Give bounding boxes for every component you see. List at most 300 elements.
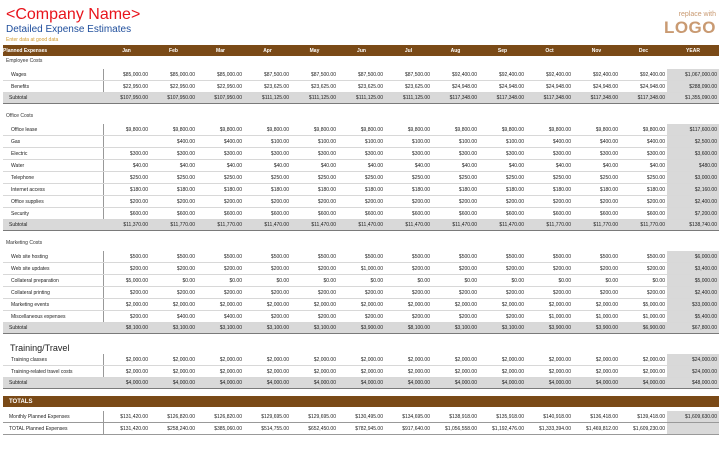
month-value-cell[interactable]: $2,000.00 <box>573 366 620 378</box>
subtotal-cell[interactable]: $4,000.00 <box>103 378 150 389</box>
month-value-cell[interactable]: $0.00 <box>338 275 385 287</box>
subtotal-cell[interactable]: $11,370.00 <box>103 220 150 231</box>
month-value-cell[interactable]: $9,800.00 <box>573 124 620 136</box>
month-value-cell[interactable]: $400.00 <box>526 136 573 148</box>
totals-value-cell[interactable]: $139,418.00 <box>620 411 667 423</box>
month-value-cell[interactable]: $180.00 <box>385 184 432 196</box>
month-value-cell[interactable]: $600.00 <box>620 208 667 220</box>
totals-value-cell[interactable]: $1,333,394.00 <box>526 423 573 435</box>
subtotal-cell[interactable]: $3,900.00 <box>338 323 385 334</box>
month-value-cell[interactable]: $500.00 <box>291 251 338 263</box>
month-value-cell[interactable]: $200.00 <box>244 287 291 299</box>
subtotal-cell[interactable]: $3,100.00 <box>291 323 338 334</box>
row-label[interactable]: Security <box>3 208 103 220</box>
month-value-cell[interactable]: $40.00 <box>573 160 620 172</box>
subtotal-cell[interactable]: $117,348.00 <box>479 93 526 104</box>
month-value-cell[interactable]: $200.00 <box>620 196 667 208</box>
month-value-cell[interactable]: $600.00 <box>385 208 432 220</box>
month-value-cell[interactable]: $2,000.00 <box>338 299 385 311</box>
month-value-cell[interactable]: $40.00 <box>291 160 338 172</box>
month-value-cell[interactable]: $2,000.00 <box>620 354 667 366</box>
year-total-cell[interactable]: $3,400.00 <box>667 263 719 275</box>
month-value-cell[interactable]: $600.00 <box>150 208 197 220</box>
subtotal-cell[interactable]: $4,000.00 <box>573 378 620 389</box>
month-value-cell[interactable]: $22,950.00 <box>150 81 197 93</box>
totals-value-cell[interactable]: $258,240.00 <box>150 423 197 435</box>
subtotal-cell[interactable]: $138,740.00 <box>667 220 719 231</box>
month-value-cell[interactable]: $400.00 <box>197 136 244 148</box>
month-value-cell[interactable]: $500.00 <box>620 251 667 263</box>
month-value-cell[interactable]: $92,400.00 <box>432 69 479 81</box>
month-value-cell[interactable]: $2,000.00 <box>197 354 244 366</box>
month-value-cell[interactable]: $600.00 <box>432 208 479 220</box>
month-value-cell[interactable]: $1,000.00 <box>573 311 620 323</box>
row-label[interactable]: Miscellaneous expenses <box>3 311 103 323</box>
month-value-cell[interactable]: $250.00 <box>197 172 244 184</box>
year-total-cell[interactable]: $480.00 <box>667 160 719 172</box>
month-value-cell[interactable]: $40.00 <box>620 160 667 172</box>
month-value-cell[interactable]: $250.00 <box>573 172 620 184</box>
month-value-cell[interactable]: $200.00 <box>197 263 244 275</box>
year-total-cell[interactable]: $1,067,000.00 <box>667 69 719 81</box>
month-value-cell[interactable]: $200.00 <box>150 263 197 275</box>
month-value-cell[interactable]: $2,000.00 <box>526 366 573 378</box>
month-value-cell[interactable]: $2,000.00 <box>479 299 526 311</box>
month-value-cell[interactable]: $500.00 <box>103 251 150 263</box>
month-value-cell[interactable]: $600.00 <box>291 208 338 220</box>
month-value-cell[interactable]: $180.00 <box>150 184 197 196</box>
month-value-cell[interactable]: $200.00 <box>573 287 620 299</box>
subtotal-cell[interactable]: $3,100.00 <box>479 323 526 334</box>
year-total-cell[interactable]: $3,600.00 <box>667 148 719 160</box>
month-value-cell[interactable]: $23,625.00 <box>385 81 432 93</box>
row-label[interactable]: Telephone <box>3 172 103 184</box>
subtotal-cell[interactable]: $4,000.00 <box>244 378 291 389</box>
totals-value-cell[interactable]: $135,918.00 <box>479 411 526 423</box>
row-label[interactable]: Electric <box>3 148 103 160</box>
month-value-cell[interactable]: $40.00 <box>432 160 479 172</box>
month-value-cell[interactable]: $2,000.00 <box>432 366 479 378</box>
month-value-cell[interactable]: $92,400.00 <box>479 69 526 81</box>
row-label[interactable]: Marketing events <box>3 299 103 311</box>
subtotal-cell[interactable]: $48,000.00 <box>667 378 719 389</box>
month-value-cell[interactable]: $2,000.00 <box>244 354 291 366</box>
year-total-cell[interactable]: $5,400.00 <box>667 311 719 323</box>
subtotal-cell[interactable]: $107,950.00 <box>197 93 244 104</box>
subtotal-cell[interactable]: $3,100.00 <box>432 323 479 334</box>
month-value-cell[interactable]: $2,000.00 <box>103 354 150 366</box>
totals-value-cell[interactable]: $134,695.00 <box>385 411 432 423</box>
totals-value-cell[interactable]: $385,060.00 <box>197 423 244 435</box>
month-value-cell[interactable]: $300.00 <box>291 148 338 160</box>
month-value-cell[interactable]: $24,948.00 <box>573 81 620 93</box>
row-label[interactable]: Internet access <box>3 184 103 196</box>
month-value-cell[interactable]: $23,625.00 <box>338 81 385 93</box>
month-value-cell[interactable]: $200.00 <box>432 311 479 323</box>
month-value-cell[interactable]: $0.00 <box>385 275 432 287</box>
row-label[interactable]: Web site hosting <box>3 251 103 263</box>
month-value-cell[interactable]: $200.00 <box>385 263 432 275</box>
logo-placeholder[interactable] <box>656 11 716 36</box>
subtotal-cell[interactable]: $4,000.00 <box>479 378 526 389</box>
row-label[interactable]: Gas <box>3 136 103 148</box>
month-value-cell[interactable]: $500.00 <box>432 251 479 263</box>
month-value-cell[interactable]: $600.00 <box>197 208 244 220</box>
month-value-cell[interactable]: $200.00 <box>479 196 526 208</box>
subtotal-cell[interactable]: $111,125.00 <box>291 93 338 104</box>
subtotal-cell[interactable]: $11,770.00 <box>620 220 667 231</box>
subtotal-cell[interactable]: $4,000.00 <box>197 378 244 389</box>
totals-value-cell[interactable]: $652,450.00 <box>291 423 338 435</box>
month-value-cell[interactable]: $40.00 <box>197 160 244 172</box>
year-total-cell[interactable]: $2,400.00 <box>667 287 719 299</box>
month-value-cell[interactable]: $87,500.00 <box>244 69 291 81</box>
month-value-cell[interactable]: $400.00 <box>150 311 197 323</box>
month-value-cell[interactable]: $9,800.00 <box>620 124 667 136</box>
month-value-cell[interactable]: $250.00 <box>620 172 667 184</box>
month-value-cell[interactable]: $100.00 <box>385 136 432 148</box>
totals-value-cell[interactable]: $136,418.00 <box>573 411 620 423</box>
subtotal-cell[interactable]: $11,470.00 <box>385 220 432 231</box>
year-total-cell[interactable]: $24,000.00 <box>667 366 719 378</box>
month-value-cell[interactable]: $1,000.00 <box>338 263 385 275</box>
month-value-cell[interactable]: $1,000.00 <box>526 311 573 323</box>
month-value-cell[interactable]: $600.00 <box>573 208 620 220</box>
month-value-cell[interactable]: $0.00 <box>197 275 244 287</box>
month-value-cell[interactable]: $300.00 <box>432 148 479 160</box>
subtotal-cell[interactable]: $117,348.00 <box>526 93 573 104</box>
month-value-cell[interactable]: $250.00 <box>432 172 479 184</box>
month-value-cell[interactable]: $180.00 <box>573 184 620 196</box>
month-value-cell[interactable]: $40.00 <box>385 160 432 172</box>
month-value-cell[interactable]: $40.00 <box>150 160 197 172</box>
month-value-cell[interactable]: $2,000.00 <box>385 354 432 366</box>
month-value-cell[interactable]: $22,950.00 <box>197 81 244 93</box>
subtotal-cell[interactable]: $11,770.00 <box>197 220 244 231</box>
month-value-cell[interactable]: $2,000.00 <box>385 366 432 378</box>
month-value-cell[interactable]: $92,400.00 <box>526 69 573 81</box>
row-label[interactable]: Training-related travel costs <box>3 366 103 378</box>
totals-value-cell[interactable]: $1,609,630.00 <box>667 411 719 423</box>
subtotal-cell[interactable]: $117,348.00 <box>620 93 667 104</box>
month-value-cell[interactable]: $400.00 <box>620 136 667 148</box>
month-value-cell[interactable]: $300.00 <box>620 148 667 160</box>
month-value-cell[interactable] <box>103 136 150 148</box>
month-value-cell[interactable]: $0.00 <box>432 275 479 287</box>
month-value-cell[interactable]: $23,625.00 <box>244 81 291 93</box>
subtotal-cell[interactable]: $1,355,090.00 <box>667 93 719 104</box>
month-value-cell[interactable]: $0.00 <box>479 275 526 287</box>
month-value-cell[interactable]: $200.00 <box>244 263 291 275</box>
totals-value-cell[interactable]: $514,755.00 <box>244 423 291 435</box>
month-value-cell[interactable]: $300.00 <box>526 148 573 160</box>
month-value-cell[interactable]: $300.00 <box>338 148 385 160</box>
totals-value-cell[interactable]: $917,640.00 <box>385 423 432 435</box>
month-value-cell[interactable]: $40.00 <box>526 160 573 172</box>
month-value-cell[interactable]: $2,000.00 <box>150 354 197 366</box>
month-value-cell[interactable]: $500.00 <box>385 251 432 263</box>
month-value-cell[interactable]: $9,800.00 <box>103 124 150 136</box>
month-value-cell[interactable]: $85,000.00 <box>150 69 197 81</box>
month-value-cell[interactable]: $100.00 <box>338 136 385 148</box>
subtotal-cell[interactable]: $6,900.00 <box>620 323 667 334</box>
month-value-cell[interactable]: $24,948.00 <box>479 81 526 93</box>
totals-value-cell[interactable]: $129,695.00 <box>244 411 291 423</box>
month-value-cell[interactable]: $2,000.00 <box>526 354 573 366</box>
totals-value-cell[interactable]: $138,918.00 <box>432 411 479 423</box>
totals-value-cell[interactable]: $131,420.00 <box>103 411 150 423</box>
month-value-cell[interactable]: $9,800.00 <box>526 124 573 136</box>
month-value-cell[interactable]: $600.00 <box>338 208 385 220</box>
month-value-cell[interactable]: $100.00 <box>432 136 479 148</box>
month-value-cell[interactable]: $250.00 <box>338 172 385 184</box>
subtotal-cell[interactable]: $8,100.00 <box>385 323 432 334</box>
year-total-cell[interactable]: $288,090.00 <box>667 81 719 93</box>
subtotal-cell[interactable]: $11,770.00 <box>573 220 620 231</box>
month-value-cell[interactable]: $200.00 <box>338 287 385 299</box>
subtotal-cell[interactable]: $117,348.00 <box>573 93 620 104</box>
company-name[interactable]: <Company Name> <box>6 6 141 23</box>
month-value-cell[interactable]: $180.00 <box>479 184 526 196</box>
subtotal-cell[interactable]: $11,470.00 <box>338 220 385 231</box>
month-value-cell[interactable]: $200.00 <box>573 263 620 275</box>
month-value-cell[interactable]: $24,948.00 <box>432 81 479 93</box>
totals-value-cell[interactable]: $1,056,558.00 <box>432 423 479 435</box>
month-value-cell[interactable]: $9,800.00 <box>291 124 338 136</box>
month-value-cell[interactable]: $9,800.00 <box>432 124 479 136</box>
month-value-cell[interactable]: $24,948.00 <box>620 81 667 93</box>
month-value-cell[interactable]: $92,400.00 <box>573 69 620 81</box>
month-value-cell[interactable]: $180.00 <box>291 184 338 196</box>
month-value-cell[interactable]: $2,000.00 <box>291 366 338 378</box>
totals-value-cell[interactable]: $126,820.00 <box>197 411 244 423</box>
month-value-cell[interactable]: $180.00 <box>244 184 291 196</box>
totals-value-cell[interactable]: $131,420.00 <box>103 423 150 435</box>
month-value-cell[interactable]: $2,000.00 <box>479 366 526 378</box>
month-value-cell[interactable]: $0.00 <box>573 275 620 287</box>
month-value-cell[interactable]: $500.00 <box>479 251 526 263</box>
month-value-cell[interactable]: $300.00 <box>573 148 620 160</box>
row-label[interactable]: Office lease <box>3 124 103 136</box>
subtotal-cell[interactable]: $4,000.00 <box>338 378 385 389</box>
month-value-cell[interactable]: $2,000.00 <box>479 354 526 366</box>
month-value-cell[interactable]: $250.00 <box>244 172 291 184</box>
month-value-cell[interactable]: $300.00 <box>244 148 291 160</box>
month-value-cell[interactable]: $87,500.00 <box>291 69 338 81</box>
month-value-cell[interactable]: $2,000.00 <box>573 354 620 366</box>
subtotal-cell[interactable]: $11,470.00 <box>479 220 526 231</box>
month-value-cell[interactable]: $200.00 <box>291 311 338 323</box>
subtotal-cell[interactable]: $117,348.00 <box>432 93 479 104</box>
month-value-cell[interactable]: $9,800.00 <box>338 124 385 136</box>
totals-value-cell[interactable]: $782,945.00 <box>338 423 385 435</box>
month-value-cell[interactable]: $200.00 <box>150 287 197 299</box>
month-value-cell[interactable]: $600.00 <box>244 208 291 220</box>
month-value-cell[interactable]: $23,625.00 <box>291 81 338 93</box>
month-value-cell[interactable]: $2,000.00 <box>338 366 385 378</box>
month-value-cell[interactable]: $0.00 <box>526 275 573 287</box>
month-value-cell[interactable]: $24,948.00 <box>526 81 573 93</box>
month-value-cell[interactable]: $200.00 <box>291 287 338 299</box>
month-value-cell[interactable]: $2,000.00 <box>338 354 385 366</box>
month-value-cell[interactable]: $200.00 <box>479 263 526 275</box>
month-value-cell[interactable]: $200.00 <box>291 263 338 275</box>
month-value-cell[interactable]: $200.00 <box>197 196 244 208</box>
year-total-cell[interactable]: $5,000.00 <box>667 275 719 287</box>
month-value-cell[interactable]: $300.00 <box>479 148 526 160</box>
year-total-cell[interactable]: $117,600.00 <box>667 124 719 136</box>
month-value-cell[interactable]: $87,500.00 <box>385 69 432 81</box>
month-value-cell[interactable]: $600.00 <box>479 208 526 220</box>
month-value-cell[interactable]: $2,000.00 <box>291 354 338 366</box>
month-value-cell[interactable]: $0.00 <box>620 275 667 287</box>
month-value-cell[interactable]: $200.00 <box>432 196 479 208</box>
month-value-cell[interactable]: $300.00 <box>197 148 244 160</box>
month-value-cell[interactable]: $200.00 <box>432 263 479 275</box>
month-value-cell[interactable]: $200.00 <box>150 196 197 208</box>
month-value-cell[interactable]: $180.00 <box>103 184 150 196</box>
subtotal-cell[interactable]: $4,000.00 <box>526 378 573 389</box>
month-value-cell[interactable]: $180.00 <box>432 184 479 196</box>
year-total-cell[interactable]: $7,200.00 <box>667 208 719 220</box>
month-value-cell[interactable]: $9,800.00 <box>150 124 197 136</box>
month-value-cell[interactable]: $400.00 <box>150 136 197 148</box>
year-total-cell[interactable]: $2,500.00 <box>667 136 719 148</box>
month-value-cell[interactable]: $500.00 <box>573 251 620 263</box>
year-total-cell[interactable]: $6,000.00 <box>667 251 719 263</box>
month-value-cell[interactable]: $300.00 <box>385 148 432 160</box>
month-value-cell[interactable]: $40.00 <box>479 160 526 172</box>
totals-value-cell[interactable]: $126,820.00 <box>150 411 197 423</box>
month-value-cell[interactable]: $0.00 <box>244 275 291 287</box>
month-value-cell[interactable]: $200.00 <box>338 196 385 208</box>
subtotal-cell[interactable]: $107,950.00 <box>150 93 197 104</box>
year-total-cell[interactable]: $2,160.00 <box>667 184 719 196</box>
month-value-cell[interactable]: $2,000.00 <box>526 299 573 311</box>
subtotal-cell[interactable]: $4,000.00 <box>432 378 479 389</box>
month-value-cell[interactable]: $300.00 <box>103 148 150 160</box>
totals-value-cell[interactable]: $140,918.00 <box>526 411 573 423</box>
totals-value-cell[interactable]: $1,609,230.00 <box>620 423 667 435</box>
month-value-cell[interactable]: $5,000.00 <box>620 299 667 311</box>
month-value-cell[interactable]: $180.00 <box>338 184 385 196</box>
month-value-cell[interactable]: $2,000.00 <box>150 299 197 311</box>
month-value-cell[interactable]: $2,000.00 <box>150 366 197 378</box>
row-label[interactable]: Training classes <box>3 354 103 366</box>
month-value-cell[interactable]: $200.00 <box>526 263 573 275</box>
month-value-cell[interactable]: $2,000.00 <box>432 299 479 311</box>
month-value-cell[interactable]: $200.00 <box>291 196 338 208</box>
totals-value-cell[interactable]: $130,495.00 <box>338 411 385 423</box>
month-value-cell[interactable]: $250.00 <box>150 172 197 184</box>
month-value-cell[interactable]: $200.00 <box>526 196 573 208</box>
row-label[interactable]: Collateral printing <box>3 287 103 299</box>
month-value-cell[interactable]: $9,800.00 <box>479 124 526 136</box>
month-value-cell[interactable]: $500.00 <box>197 251 244 263</box>
row-label[interactable]: Benefits <box>3 81 103 93</box>
subtotal-cell[interactable]: $4,000.00 <box>620 378 667 389</box>
month-value-cell[interactable]: $200.00 <box>385 196 432 208</box>
month-value-cell[interactable]: $500.00 <box>338 251 385 263</box>
month-value-cell[interactable]: $2,000.00 <box>197 366 244 378</box>
month-value-cell[interactable]: $40.00 <box>244 160 291 172</box>
subtotal-cell[interactable]: $3,900.00 <box>526 323 573 334</box>
subtotal-cell[interactable]: $3,100.00 <box>197 323 244 334</box>
subtotal-cell[interactable]: $111,125.00 <box>244 93 291 104</box>
month-value-cell[interactable]: $200.00 <box>197 287 244 299</box>
year-total-cell[interactable]: $24,000.00 <box>667 354 719 366</box>
month-value-cell[interactable]: $200.00 <box>620 263 667 275</box>
month-value-cell[interactable]: $22,950.00 <box>103 81 150 93</box>
totals-value-cell[interactable]: $1,192,476.00 <box>479 423 526 435</box>
subtotal-cell[interactable]: $8,100.00 <box>103 323 150 334</box>
month-value-cell[interactable]: $400.00 <box>573 136 620 148</box>
month-value-cell[interactable]: $250.00 <box>291 172 338 184</box>
month-value-cell[interactable]: $2,000.00 <box>620 366 667 378</box>
subtotal-cell[interactable]: $11,470.00 <box>291 220 338 231</box>
month-value-cell[interactable]: $9,800.00 <box>197 124 244 136</box>
month-value-cell[interactable]: $2,000.00 <box>103 299 150 311</box>
subtotal-cell[interactable]: $67,800.00 <box>667 323 719 334</box>
row-label[interactable]: Web site updates <box>3 263 103 275</box>
month-value-cell[interactable]: $9,800.00 <box>244 124 291 136</box>
month-value-cell[interactable]: $500.00 <box>150 251 197 263</box>
month-value-cell[interactable]: $200.00 <box>385 287 432 299</box>
subtotal-cell[interactable]: $4,000.00 <box>291 378 338 389</box>
month-value-cell[interactable]: $2,000.00 <box>197 299 244 311</box>
totals-value-cell[interactable]: $1,469,812.00 <box>573 423 620 435</box>
month-value-cell[interactable]: $200.00 <box>526 287 573 299</box>
row-label[interactable]: Collateral preparation <box>3 275 103 287</box>
month-value-cell[interactable]: $200.00 <box>385 311 432 323</box>
subtotal-cell[interactable]: $111,125.00 <box>338 93 385 104</box>
month-value-cell[interactable]: $250.00 <box>526 172 573 184</box>
month-value-cell[interactable]: $200.00 <box>338 311 385 323</box>
month-value-cell[interactable]: $600.00 <box>526 208 573 220</box>
month-value-cell[interactable]: $2,000.00 <box>291 299 338 311</box>
month-value-cell[interactable]: $2,000.00 <box>432 354 479 366</box>
month-value-cell[interactable]: $0.00 <box>291 275 338 287</box>
month-value-cell[interactable]: $2,000.00 <box>244 366 291 378</box>
month-value-cell[interactable]: $9,800.00 <box>385 124 432 136</box>
subtotal-cell[interactable]: $4,000.00 <box>385 378 432 389</box>
month-value-cell[interactable]: $180.00 <box>526 184 573 196</box>
month-value-cell[interactable]: $500.00 <box>526 251 573 263</box>
month-value-cell[interactable]: $85,000.00 <box>197 69 244 81</box>
month-value-cell[interactable]: $85,000.00 <box>103 69 150 81</box>
month-value-cell[interactable]: $250.00 <box>385 172 432 184</box>
month-value-cell[interactable]: $0.00 <box>150 275 197 287</box>
month-value-cell[interactable]: $180.00 <box>620 184 667 196</box>
month-value-cell[interactable]: $100.00 <box>291 136 338 148</box>
year-total-cell[interactable]: $3,000.00 <box>667 172 719 184</box>
month-value-cell[interactable]: $200.00 <box>244 311 291 323</box>
year-total-cell[interactable]: $2,400.00 <box>667 196 719 208</box>
month-value-cell[interactable]: $200.00 <box>479 287 526 299</box>
month-value-cell[interactable]: $40.00 <box>338 160 385 172</box>
row-label[interactable]: Water <box>3 160 103 172</box>
month-value-cell[interactable]: $200.00 <box>479 311 526 323</box>
subtotal-cell[interactable]: $11,770.00 <box>150 220 197 231</box>
month-value-cell[interactable]: $180.00 <box>197 184 244 196</box>
month-value-cell[interactable]: $200.00 <box>103 311 150 323</box>
month-value-cell[interactable]: $200.00 <box>103 196 150 208</box>
subtotal-cell[interactable]: $11,470.00 <box>432 220 479 231</box>
month-value-cell[interactable]: $100.00 <box>479 136 526 148</box>
month-value-cell[interactable]: $2,000.00 <box>385 299 432 311</box>
month-value-cell[interactable]: $250.00 <box>479 172 526 184</box>
month-value-cell[interactable]: $400.00 <box>197 311 244 323</box>
